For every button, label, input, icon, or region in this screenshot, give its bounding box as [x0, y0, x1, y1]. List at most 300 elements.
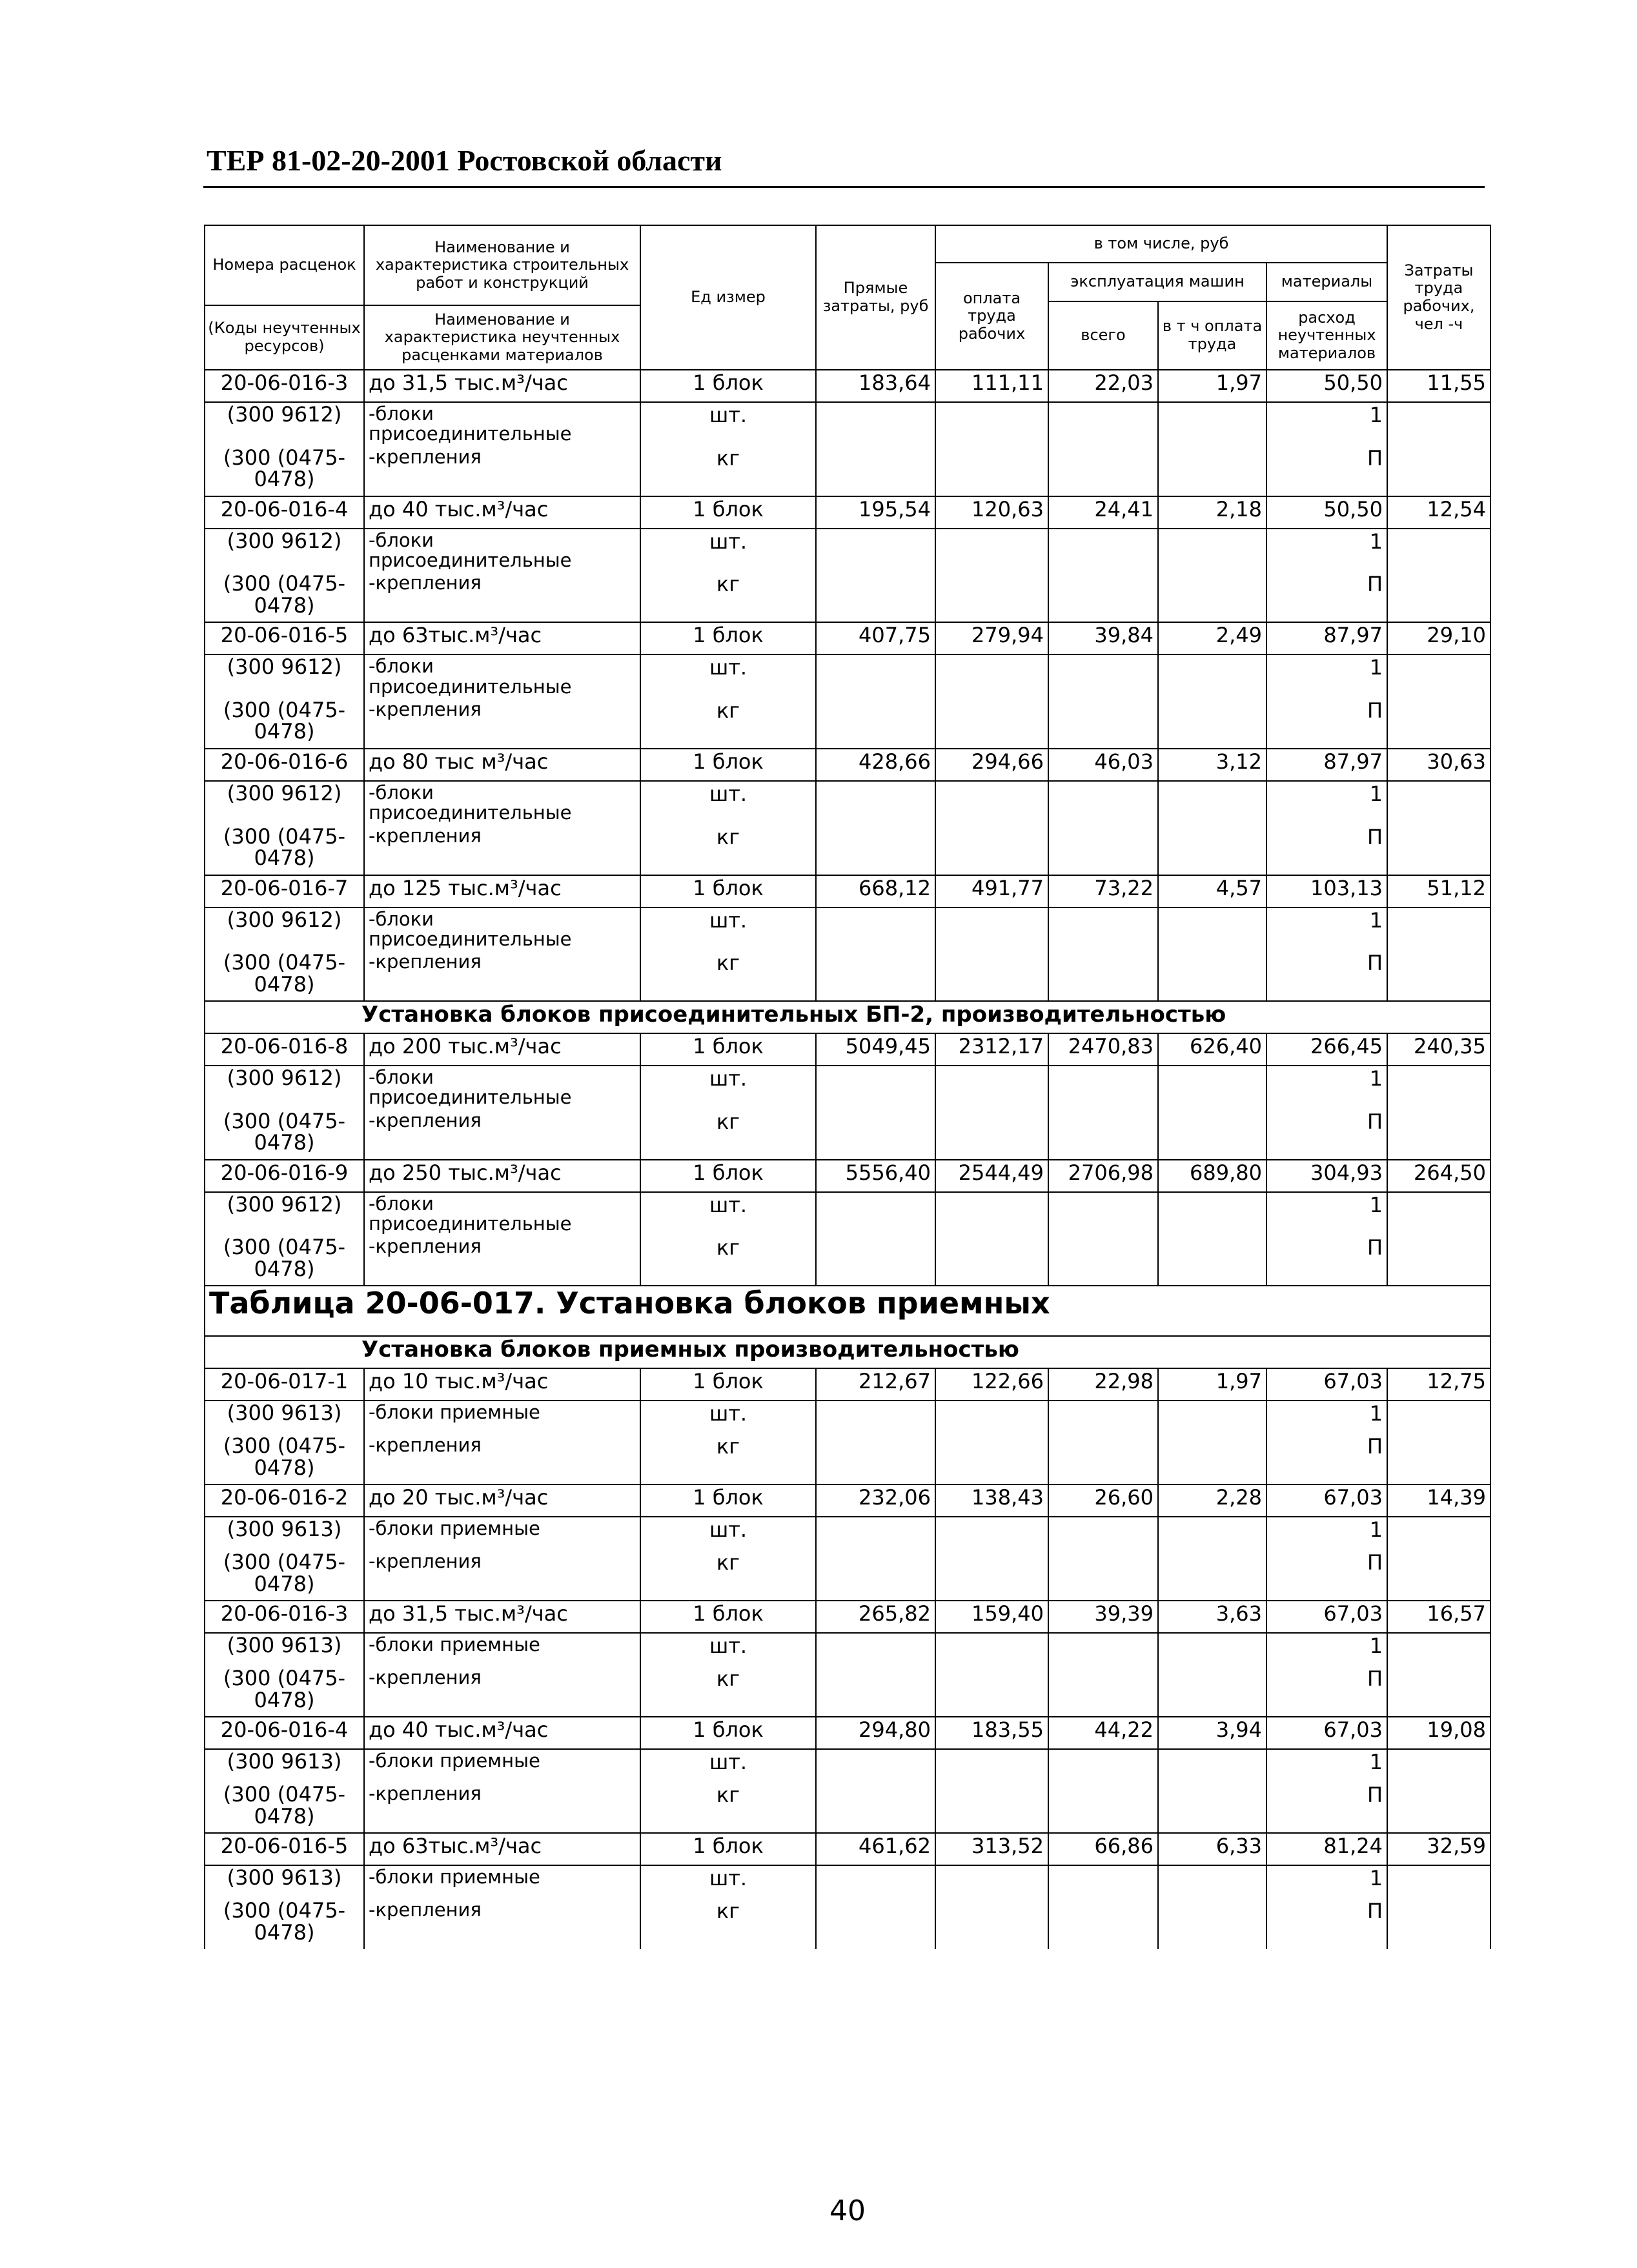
machines-cost: 22,03 [1048, 370, 1158, 402]
empty-cell [816, 1749, 935, 1783]
material-row [205, 1434, 1490, 1484]
machines-cost: 66,86 [1048, 1833, 1158, 1865]
material-qty: П [1266, 1783, 1387, 1833]
resource-code: (300 9612) [205, 402, 364, 446]
direct-cost: 294,80 [816, 1717, 935, 1749]
section-heading: Установка блоков приемных производительностью [361, 1337, 1019, 1363]
material-row [205, 1066, 1490, 1109]
empty-cell [1048, 825, 1158, 875]
resource-code: (300 9613) [205, 1633, 364, 1666]
empty-cell [1387, 1749, 1490, 1783]
machines-labor-cost: 626,40 [1158, 1033, 1266, 1066]
material-row [205, 402, 1490, 446]
empty-cell [1158, 781, 1266, 825]
material-name: -крепления [364, 1434, 640, 1484]
material-row [205, 907, 1490, 951]
machines-labor-cost: 3,12 [1158, 749, 1266, 781]
table-row [205, 622, 1490, 654]
empty-cell [1387, 1434, 1490, 1484]
material-qty: П [1266, 1109, 1387, 1160]
empty-cell [1158, 1666, 1266, 1717]
material-qty: 1 [1266, 1066, 1387, 1109]
empty-cell [816, 907, 935, 951]
rate-name: до 31,5 тыс.м³/час [364, 1601, 640, 1633]
labor-hours: 240,35 [1387, 1033, 1490, 1066]
empty-cell [816, 781, 935, 825]
material-unit: кг [640, 1899, 816, 1949]
material-qty: 1 [1266, 781, 1387, 825]
header-codes-sub: (Коды неучтенных ресурсов) [205, 305, 364, 370]
empty-cell [935, 1434, 1048, 1484]
machines-cost: 73,22 [1048, 875, 1158, 907]
empty-cell [1387, 1066, 1490, 1109]
empty-cell [816, 1899, 935, 1949]
header-name-sub: Наименование и характеристика неучтенных расценками материалов [364, 305, 640, 370]
header-machines: эксплуатация машин [1048, 263, 1266, 301]
material-row [205, 1550, 1490, 1601]
empty-cell [1158, 654, 1266, 698]
empty-cell [1048, 1633, 1158, 1666]
empty-cell [1048, 1783, 1158, 1833]
empty-cell [816, 1666, 935, 1717]
empty-cell [935, 1899, 1048, 1949]
material-row [205, 529, 1490, 572]
material-unit: кг [640, 1109, 816, 1160]
empty-cell [816, 1550, 935, 1601]
section-heading: Установка блоков присоединительных БП-2, производительностью [361, 1002, 1226, 1028]
header-materials: материалы [1266, 263, 1387, 301]
table-row [205, 1484, 1490, 1517]
empty-cell [816, 1401, 935, 1434]
machines-labor-cost: 1,97 [1158, 370, 1266, 402]
material-name: -блоки приемные [364, 1633, 640, 1666]
machines-cost: 2706,98 [1048, 1160, 1158, 1192]
empty-cell [816, 1109, 935, 1160]
rate-name: до 63тыс.м³/час [364, 622, 640, 654]
empty-cell [816, 654, 935, 698]
material-qty: 1 [1266, 529, 1387, 572]
material-qty: 1 [1266, 907, 1387, 951]
machines-cost: 39,39 [1048, 1601, 1158, 1633]
table-row [205, 1717, 1490, 1749]
material-name: -крепления [364, 1109, 640, 1160]
material-row [205, 572, 1490, 622]
labor-cost: 122,66 [935, 1368, 1048, 1401]
direct-cost: 183,64 [816, 370, 935, 402]
materials-cost: 67,03 [1266, 1601, 1387, 1633]
machines-cost: 39,84 [1048, 622, 1158, 654]
material-qty: 1 [1266, 1192, 1387, 1236]
material-row [205, 825, 1490, 875]
resource-code: (300 9613) [205, 1749, 364, 1783]
empty-cell [935, 529, 1048, 572]
material-unit: шт. [640, 781, 816, 825]
rate-unit: 1 блок [640, 622, 816, 654]
rate-name: до 40 тыс.м³/час [364, 1717, 640, 1749]
materials-cost: 304,93 [1266, 1160, 1387, 1192]
empty-cell [935, 446, 1048, 496]
material-name: -крепления [364, 1235, 640, 1286]
material-name: -блоки приемные [364, 1517, 640, 1550]
direct-cost: 232,06 [816, 1484, 935, 1517]
material-unit: кг [640, 825, 816, 875]
empty-cell [935, 1517, 1048, 1550]
empty-cell [935, 1192, 1048, 1236]
rate-name: до 10 тыс.м³/час [364, 1368, 640, 1401]
empty-cell [816, 825, 935, 875]
empty-cell [1158, 1899, 1266, 1949]
resource-code: (300 (0475-0478) [205, 825, 364, 875]
header-materials-sub: расход неучтенных материалов [1266, 301, 1387, 370]
resource-code: (300 9613) [205, 1865, 364, 1899]
material-row [205, 1899, 1490, 1949]
section-heading-row [205, 1001, 1490, 1033]
header-codes: Номера расценок [205, 225, 364, 305]
material-name: -блоки присоединительные [364, 402, 640, 446]
material-name: -блоки присоединительные [364, 907, 640, 951]
materials-cost: 67,03 [1266, 1484, 1387, 1517]
empty-cell [935, 907, 1048, 951]
empty-cell [1048, 1666, 1158, 1717]
empty-cell [1387, 1235, 1490, 1286]
material-unit: шт. [640, 402, 816, 446]
machines-cost: 2470,83 [1048, 1033, 1158, 1066]
rate-name: до 31,5 тыс.м³/час [364, 370, 640, 402]
material-qty: 1 [1266, 654, 1387, 698]
empty-cell [935, 654, 1048, 698]
empty-cell [1158, 1783, 1266, 1833]
direct-cost: 212,67 [816, 1368, 935, 1401]
labor-hours: 11,55 [1387, 370, 1490, 402]
header-labor: оплата труда рабочих [935, 263, 1048, 370]
rate-code: 20-06-016-5 [205, 622, 364, 654]
labor-cost: 138,43 [935, 1484, 1048, 1517]
machines-cost: 24,41 [1048, 496, 1158, 529]
header-machines-labor: в т ч оплата труда [1158, 301, 1266, 370]
material-unit: шт. [640, 529, 816, 572]
empty-cell [935, 698, 1048, 749]
machines-labor-cost: 2,49 [1158, 622, 1266, 654]
material-qty: 1 [1266, 1633, 1387, 1666]
header-unit: Ед измер [640, 225, 816, 370]
material-unit: шт. [640, 1401, 816, 1434]
labor-cost: 2544,49 [935, 1160, 1048, 1192]
material-unit: кг [640, 1434, 816, 1484]
rate-name: до 63тыс.м³/час [364, 1833, 640, 1865]
table-row [205, 370, 1490, 402]
direct-cost: 265,82 [816, 1601, 935, 1633]
material-unit: кг [640, 572, 816, 622]
rate-unit: 1 блок [640, 1484, 816, 1517]
machines-labor-cost: 2,28 [1158, 1484, 1266, 1517]
empty-cell [1048, 781, 1158, 825]
empty-cell [816, 1192, 935, 1236]
resource-code: (300 9613) [205, 1517, 364, 1550]
rate-code: 20-06-016-8 [205, 1033, 364, 1066]
empty-cell [935, 1235, 1048, 1286]
rate-name: до 250 тыс.м³/час [364, 1160, 640, 1192]
empty-cell [935, 402, 1048, 446]
empty-cell [1158, 825, 1266, 875]
materials-cost: 266,45 [1266, 1033, 1387, 1066]
machines-cost: 46,03 [1048, 749, 1158, 781]
material-qty: П [1266, 1434, 1387, 1484]
empty-cell [1158, 1401, 1266, 1434]
resource-code: (300 9613) [205, 1401, 364, 1434]
empty-cell [935, 1666, 1048, 1717]
machines-labor-cost: 6,33 [1158, 1833, 1266, 1865]
page-title: ТЕР 81-02-20-2001 Ростовской области [207, 144, 722, 177]
material-row [205, 654, 1490, 698]
material-qty: П [1266, 446, 1387, 496]
material-qty: П [1266, 572, 1387, 622]
table-row [205, 875, 1490, 907]
material-row [205, 1783, 1490, 1833]
rate-unit: 1 блок [640, 370, 816, 402]
empty-cell [1387, 1517, 1490, 1550]
material-name: -блоки приемные [364, 1749, 640, 1783]
material-qty: 1 [1266, 1517, 1387, 1550]
labor-cost: 120,63 [935, 496, 1048, 529]
direct-cost: 195,54 [816, 496, 935, 529]
direct-cost: 428,66 [816, 749, 935, 781]
empty-cell [816, 951, 935, 1001]
empty-cell [1387, 1401, 1490, 1434]
empty-cell [816, 1633, 935, 1666]
resource-code: (300 9612) [205, 907, 364, 951]
table-row [205, 1833, 1490, 1865]
empty-cell [935, 781, 1048, 825]
material-qty: 1 [1266, 1401, 1387, 1434]
material-unit: шт. [640, 907, 816, 951]
empty-cell [1048, 698, 1158, 749]
material-row [205, 1749, 1490, 1783]
empty-cell [1158, 1550, 1266, 1601]
material-qty: П [1266, 698, 1387, 749]
material-unit: шт. [640, 1066, 816, 1109]
table-row [205, 1160, 1490, 1192]
empty-cell [935, 1749, 1048, 1783]
material-name: -крепления [364, 698, 640, 749]
empty-cell [1387, 951, 1490, 1001]
resource-code: (300 (0475-0478) [205, 1783, 364, 1833]
empty-cell [1387, 1109, 1490, 1160]
materials-cost: 81,24 [1266, 1833, 1387, 1865]
header-machines-total: всего [1048, 301, 1158, 370]
rate-code: 20-06-016-4 [205, 496, 364, 529]
machines-labor-cost: 1,97 [1158, 1368, 1266, 1401]
material-qty: 1 [1266, 1865, 1387, 1899]
material-qty: 1 [1266, 1749, 1387, 1783]
material-row [205, 446, 1490, 496]
empty-cell [1048, 1066, 1158, 1109]
direct-cost: 407,75 [816, 622, 935, 654]
machines-labor-cost: 2,18 [1158, 496, 1266, 529]
empty-cell [935, 951, 1048, 1001]
labor-hours: 30,63 [1387, 749, 1490, 781]
empty-cell [1158, 1633, 1266, 1666]
labor-cost: 183,55 [935, 1717, 1048, 1749]
material-unit: кг [640, 1550, 816, 1601]
materials-cost: 103,13 [1266, 875, 1387, 907]
resource-code: (300 (0475-0478) [205, 951, 364, 1001]
machines-labor-cost: 689,80 [1158, 1160, 1266, 1192]
materials-cost: 67,03 [1266, 1717, 1387, 1749]
material-unit: шт. [640, 1749, 816, 1783]
rate-code: 20-06-016-9 [205, 1160, 364, 1192]
rate-code: 20-06-016-5 [205, 1833, 364, 1865]
labor-cost: 159,40 [935, 1601, 1048, 1633]
table-title-cell [205, 1286, 1490, 1336]
material-row [205, 1666, 1490, 1717]
material-row [205, 1192, 1490, 1236]
empty-cell [1158, 1517, 1266, 1550]
empty-cell [1158, 1749, 1266, 1783]
resource-code: (300 (0475-0478) [205, 1434, 364, 1484]
materials-cost: 87,97 [1266, 749, 1387, 781]
machines-cost: 44,22 [1048, 1717, 1158, 1749]
materials-cost: 67,03 [1266, 1368, 1387, 1401]
empty-cell [935, 1783, 1048, 1833]
empty-cell [1387, 1633, 1490, 1666]
empty-cell [1048, 1749, 1158, 1783]
empty-cell [1158, 1235, 1266, 1286]
materials-cost: 87,97 [1266, 622, 1387, 654]
resource-code: (300 (0475-0478) [205, 572, 364, 622]
empty-cell [1048, 654, 1158, 698]
material-name: -блоки присоединительные [364, 1192, 640, 1236]
rate-code: 20-06-017-1 [205, 1368, 364, 1401]
empty-cell [1048, 1434, 1158, 1484]
empty-cell [1158, 572, 1266, 622]
labor-cost: 2312,17 [935, 1033, 1048, 1066]
rate-name: до 40 тыс.м³/час [364, 496, 640, 529]
material-name: -блоки присоединительные [364, 529, 640, 572]
material-qty: 1 [1266, 402, 1387, 446]
material-name: -крепления [364, 951, 640, 1001]
empty-cell [1048, 951, 1158, 1001]
empty-cell [1048, 446, 1158, 496]
labor-hours: 12,75 [1387, 1368, 1490, 1401]
materials-cost: 50,50 [1266, 370, 1387, 402]
resource-code: (300 (0475-0478) [205, 698, 364, 749]
empty-cell [1387, 654, 1490, 698]
empty-cell [935, 1633, 1048, 1666]
rate-unit: 1 блок [640, 496, 816, 529]
direct-cost: 5556,40 [816, 1160, 935, 1192]
material-name: -блоки приемные [364, 1401, 640, 1434]
empty-cell [1158, 907, 1266, 951]
material-unit: шт. [640, 1192, 816, 1236]
rate-unit: 1 блок [640, 1833, 816, 1865]
labor-cost: 491,77 [935, 875, 1048, 907]
rate-code: 20-06-016-2 [205, 1484, 364, 1517]
resource-code: (300 (0475-0478) [205, 446, 364, 496]
rate-unit: 1 блок [640, 1368, 816, 1401]
empty-cell [1387, 1666, 1490, 1717]
material-unit: шт. [640, 1633, 816, 1666]
materials-cost: 50,50 [1266, 496, 1387, 529]
resource-code: (300 9612) [205, 529, 364, 572]
empty-cell [816, 1434, 935, 1484]
material-name: -блоки приемные [364, 1865, 640, 1899]
material-name: -блоки присоединительные [364, 1066, 640, 1109]
material-name: -крепления [364, 572, 640, 622]
rate-code: 20-06-016-4 [205, 1717, 364, 1749]
machines-cost: 22,98 [1048, 1368, 1158, 1401]
rate-name: до 20 тыс.м³/час [364, 1484, 640, 1517]
empty-cell [1158, 446, 1266, 496]
resource-code: (300 (0475-0478) [205, 1899, 364, 1949]
empty-cell [816, 698, 935, 749]
empty-cell [1048, 1192, 1158, 1236]
empty-cell [1387, 1192, 1490, 1236]
rates-table-body [205, 225, 1490, 1949]
material-qty: П [1266, 1550, 1387, 1601]
machines-cost: 26,60 [1048, 1484, 1158, 1517]
resource-code: (300 9612) [205, 654, 364, 698]
rate-unit: 1 блок [640, 1160, 816, 1192]
empty-cell [816, 446, 935, 496]
header-name: Наименование и характеристика строительных работ и конструкций [364, 225, 640, 305]
section-heading-row [205, 1336, 1490, 1368]
material-name: -крепления [364, 1550, 640, 1601]
material-name: -крепления [364, 1783, 640, 1833]
empty-cell [1387, 402, 1490, 446]
empty-cell [1387, 1550, 1490, 1601]
rate-unit: 1 блок [640, 875, 816, 907]
empty-cell [1387, 1865, 1490, 1899]
empty-cell [1387, 825, 1490, 875]
material-unit: кг [640, 1783, 816, 1833]
empty-cell [816, 572, 935, 622]
table-title-row [205, 1286, 1490, 1336]
empty-cell [1387, 446, 1490, 496]
empty-cell [816, 1517, 935, 1550]
empty-cell [1048, 1235, 1158, 1286]
direct-cost: 5049,45 [816, 1033, 935, 1066]
material-row [205, 1401, 1490, 1434]
empty-cell [1048, 907, 1158, 951]
empty-cell [1158, 1066, 1266, 1109]
material-row [205, 698, 1490, 749]
material-name: -крепления [364, 1666, 640, 1717]
material-unit: кг [640, 951, 816, 1001]
empty-cell [1158, 529, 1266, 572]
header-incl: в том числе, руб [935, 225, 1387, 263]
empty-cell [1387, 572, 1490, 622]
machines-labor-cost: 3,63 [1158, 1601, 1266, 1633]
labor-hours: 12,54 [1387, 496, 1490, 529]
rate-unit: 1 блок [640, 749, 816, 781]
material-unit: шт. [640, 1865, 816, 1899]
material-name: -блоки присоединительные [364, 654, 640, 698]
material-row [205, 1235, 1490, 1286]
material-qty: П [1266, 1666, 1387, 1717]
direct-cost: 461,62 [816, 1833, 935, 1865]
header-direct: Прямые затраты, руб [816, 225, 935, 370]
material-name: -крепления [364, 1899, 640, 1949]
empty-cell [935, 1865, 1048, 1899]
empty-cell [1048, 1401, 1158, 1434]
empty-cell [935, 1401, 1048, 1434]
title-rule [203, 186, 1485, 188]
empty-cell [935, 1066, 1048, 1109]
material-unit: шт. [640, 1517, 816, 1550]
rate-name: до 125 тыс.м³/час [364, 875, 640, 907]
empty-cell [1048, 1550, 1158, 1601]
labor-cost: 294,66 [935, 749, 1048, 781]
